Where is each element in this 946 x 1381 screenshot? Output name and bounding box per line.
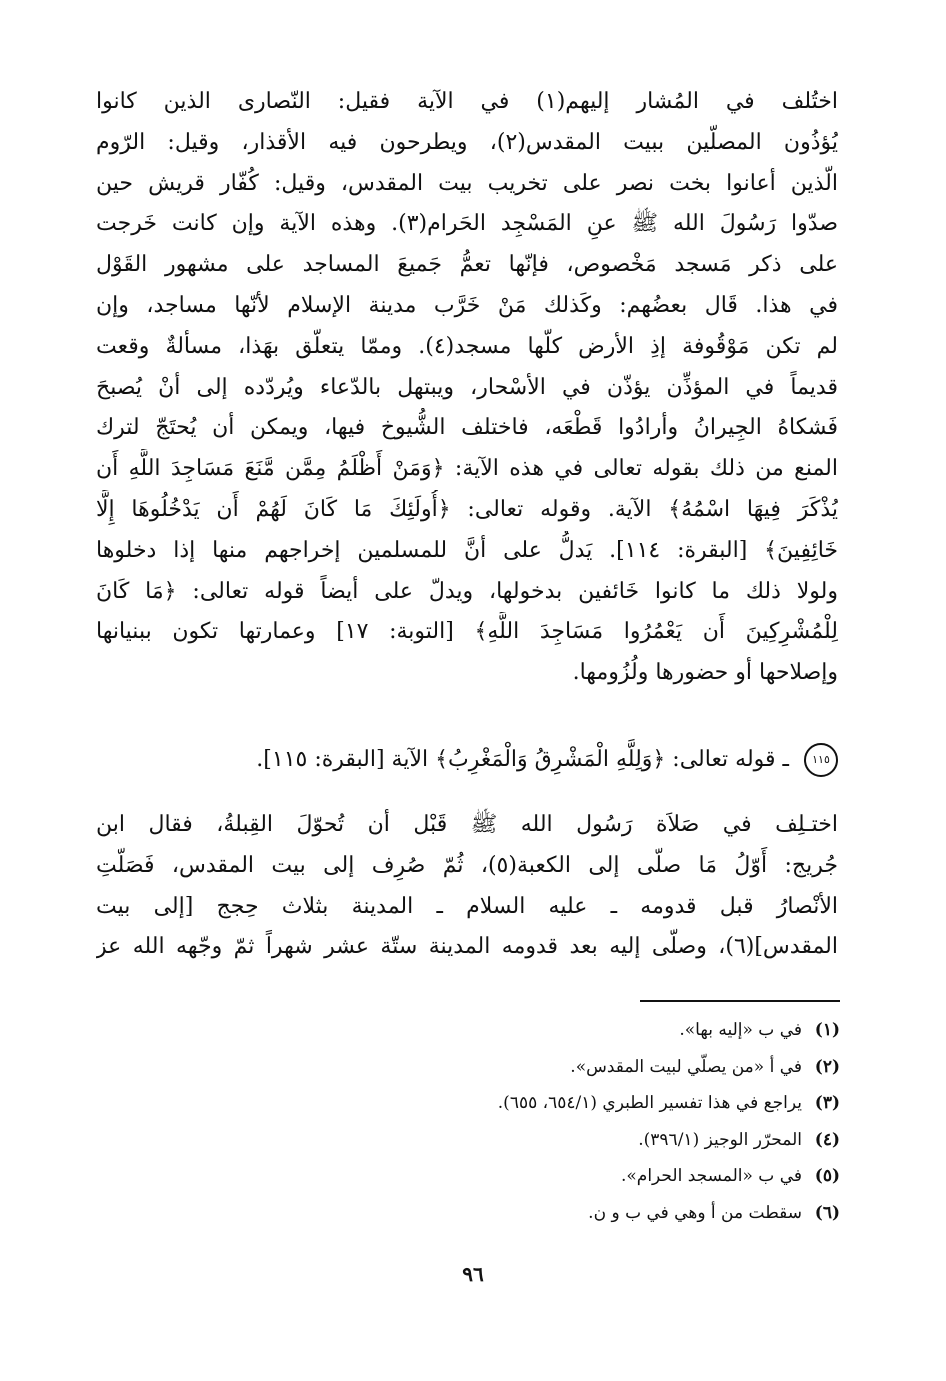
text-line: فَشكاهُ الجِيرانُ وأرادُوا قَطْعَه، فاختلف الشُّيوخ فيها، ويمكن أن يُحتَجّ لترك	[96, 415, 838, 441]
footnote-number: (٣)	[814, 1093, 840, 1113]
text-line: جُريج: أَوّلُ مَا صلّى إلى الكعبة(٥)، ثُمّ صُرِف إلى بيت المقدس، فَصَلّتِ	[96, 852, 838, 878]
footnote-text: يراجع في هذا تفسير الطبري (٦٥٤/١، ٦٥٥).	[497, 1093, 802, 1113]
text-line: في هذا. قَال بعضُهم: وكَذلك مَنْ خَرَّب مدينة الإسلام لأنّها مساجد، وإن	[96, 292, 838, 318]
footnote-number: (١)	[814, 1020, 840, 1040]
text-line: الأنْصارُ قبل قدومه ـ عليه السلام ـ المدينة بثلاث حِجج [إلى بيت	[96, 893, 838, 919]
text-line: لِلْمُشْرِكِينَ أَن يَعْمُرُوا مَسَاجِدَ اللَّهِ﴾ [التوبة: ١٧] وعمارتها تكون ببنيانها	[96, 619, 838, 645]
footnote-number: (٦)	[814, 1202, 840, 1223]
text-line: اختـلِف في صَلاَة رَسُول الله ﷺ قَبْل أن تُحوّلَ القِبلةُ، فقال ابن	[96, 812, 838, 837]
text-line: قديماً في المؤذِّن يؤذّن في الأسْحار، ويبتهل بالدّعاء ويُردّده إلى أنْ يُصبحَ	[96, 374, 838, 400]
footnote-number: (٥)	[814, 1166, 840, 1186]
text-line: يُذْكَرَ فِيهَا اسْمُهُ﴾ الآية. وقوله تعالى: ﴿أُولَئِكَ مَا كَانَ لَهُمْ أَن يَدْخُلُوهَا إِلَّا	[96, 496, 838, 522]
footnote-text: المحرّر الوجيز (٣٩٦/١).	[638, 1129, 802, 1150]
second-paragraph	[96, 805, 838, 968]
text-line: يُؤذُون المصلّين ببيت المقدس(٢)، ويطرحون فيه الأقذار، وقيل: الرّوم	[96, 129, 838, 155]
text-line: على ذكر مَسجد مَخْصوص، فإنّها تعمُّ جَميعَ المساجد على مشهور القَوْل	[96, 252, 838, 278]
text-line: خَائِفِينَ﴾ [البقرة: ١١٤]. يَدلُّ على أنَّ للمسلمين إخراجهم منها إذا دخلوها	[96, 537, 838, 563]
footnote-text: في ب «المسجد الحرام».	[620, 1166, 802, 1186]
text-line: المنع من ذلك بقوله تعالى في هذه الآية: ﴿وَمَنْ أَظْلَمُ مِمَّن مَّنَعَ مَسَاجِدَ اللَّهِ أَن	[96, 456, 838, 482]
footnote	[300, 1049, 840, 1086]
text-line: لم تكن مَوْقُوفة إذِ الأرض كلّها مسجد(٤). وممّا يتعلّق بهَذا، مسألةٌ وقعت	[96, 333, 838, 359]
footnote-text: في ب «إليه بها».	[679, 1020, 802, 1040]
text-line: الّذين أعانوا بخت نصر على تخريب بيت المقدس، وقيل: كُفّار قريش حين	[96, 170, 838, 196]
text-line: صدّوا رَسُولَ الله ﷺ عنِ المَسْجِد الحَرام(٣). وهذه الآية وإن كانت خَرجت	[96, 211, 838, 237]
text-line: وإصلاحها أو حضورها ولُزُومها.	[572, 660, 838, 686]
footnote	[300, 1122, 840, 1159]
verse-heading-text: ـ قوله تعالى: ﴿وَلِلَّهِ الْمَشْرِقُ وَالْمَغْرِبُ﴾ الآية [البقرة: ١١٥].	[256, 747, 789, 772]
footnote-number: (٤)	[814, 1129, 840, 1150]
footnote	[300, 1012, 840, 1049]
footnote-divider	[640, 1000, 840, 1002]
text-line: المقدس](٦)، وصلّى إليه بعد قدومه المدينة ستّة عشر شهراً ثمّ وجّهه الله عز	[96, 934, 838, 960]
ayah-number-badge: ١١٥	[804, 743, 838, 777]
text-line: ولولا ذلك ما كانوا خَائفين بدخولها، ويدلّ على أيضاً قوله تعالى: ﴿مَا كَانَ	[96, 578, 838, 604]
footnote-text: في أ «من يصلّي لبيت المقدس».	[570, 1056, 802, 1077]
footnote-number: (٢)	[814, 1056, 840, 1077]
footnotes	[300, 1012, 840, 1231]
main-paragraph	[96, 82, 838, 694]
footnote	[300, 1085, 840, 1122]
verse-heading	[96, 740, 838, 780]
text-line: اختُلف في المُشار إليهم(١) في الآية فقيل: النّصارى الذين كانوا	[96, 89, 838, 114]
footnote	[300, 1195, 840, 1232]
footnote-text: سقطت من أ وهي في ب و ن.	[588, 1202, 802, 1223]
page-number: ٩٦	[462, 1262, 484, 1286]
footnote	[300, 1158, 840, 1195]
